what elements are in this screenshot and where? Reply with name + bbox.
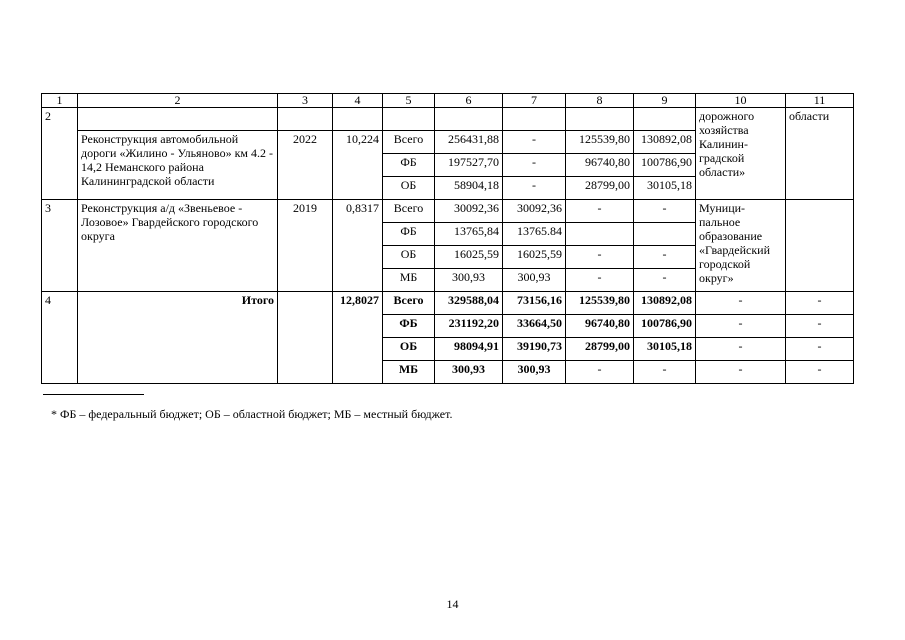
financing-table (41, 93, 854, 384)
value-cell: 197527,70 (435, 154, 503, 177)
value-cell: - (786, 361, 854, 384)
total-value: 300,93 (503, 361, 566, 384)
source-cell: ОБ (383, 177, 435, 200)
source-cell: Всего (383, 131, 435, 154)
total-value: 30105,18 (634, 338, 696, 361)
value-cell: - (566, 200, 634, 223)
total-label: Итого (78, 292, 278, 384)
total-value: 231192,20 (435, 315, 503, 338)
value-cell: 96740,80 (566, 154, 634, 177)
col-header: 7 (503, 94, 566, 108)
value-cell: 30092,36 (435, 200, 503, 223)
cell-empty (435, 108, 503, 131)
length-cell: 0,8317 (333, 200, 383, 292)
value-cell: - (566, 269, 634, 292)
source-cell: Всего (383, 292, 435, 315)
value-cell (634, 223, 696, 246)
value-cell: 300,93 (503, 269, 566, 292)
value-cell: - (696, 315, 786, 338)
value-cell: - (566, 246, 634, 269)
cell-empty (566, 108, 634, 131)
value-cell: - (634, 200, 696, 223)
value-cell: - (634, 246, 696, 269)
cell-empty (278, 292, 333, 384)
col-header: 2 (78, 94, 278, 108)
source-cell: ФБ (383, 223, 435, 246)
year-cell: 2019 (278, 200, 333, 292)
source-cell: ОБ (383, 246, 435, 269)
table-row (42, 108, 854, 131)
total-length: 12,8027 (333, 292, 383, 384)
value-cell: 130892,08 (634, 131, 696, 154)
footnote: * ФБ – федеральный бюджет; ОБ – областной бюджет; МБ – местный бюджет. (51, 407, 453, 421)
total-value: 98094,91 (435, 338, 503, 361)
region-cell: области (786, 108, 854, 200)
value-cell: 58904,18 (435, 177, 503, 200)
col-header: 3 (278, 94, 333, 108)
value-cell: - (503, 131, 566, 154)
value-cell: 16025,59 (503, 246, 566, 269)
column-number-row (42, 94, 854, 108)
total-value: 125539,80 (566, 292, 634, 315)
col-header: 10 (696, 94, 786, 108)
value-cell: - (503, 154, 566, 177)
value-cell: - (696, 338, 786, 361)
cell-empty (333, 108, 383, 131)
col-header: 5 (383, 94, 435, 108)
footnote-separator (43, 394, 144, 395)
source-cell: МБ (383, 269, 435, 292)
value-cell: 300,93 (435, 269, 503, 292)
row-number: 4 (42, 292, 78, 384)
total-value: 33664,50 (503, 315, 566, 338)
col-header: 11 (786, 94, 854, 108)
cell-empty (78, 108, 278, 131)
col-header: 4 (333, 94, 383, 108)
source-cell: Всего (383, 200, 435, 223)
col-header: 9 (634, 94, 696, 108)
total-value: 96740,80 (566, 315, 634, 338)
value-cell: - (696, 292, 786, 315)
row-number: 3 (42, 200, 78, 292)
value-cell: - (786, 315, 854, 338)
value-cell: 13765,84 (435, 223, 503, 246)
table-row (42, 292, 854, 315)
year-cell: 2022 (278, 131, 333, 200)
total-value: 100786,90 (634, 315, 696, 338)
value-cell (566, 223, 634, 246)
total-value: 300,93 (435, 361, 503, 384)
value-cell: 13765.84 (503, 223, 566, 246)
total-value: 28799,00 (566, 338, 634, 361)
value-cell: - (634, 361, 696, 384)
source-cell: ФБ (383, 315, 435, 338)
object-name: Реконструкция автомобильной дороги «Жилино - Ульяново» км 4.2 - 14,2 Неманского района Калининградской области (78, 131, 278, 200)
executor-cell: дорожного хозяйства Калинин-градской области» (696, 108, 786, 200)
cell-empty (503, 108, 566, 131)
value-cell: - (786, 338, 854, 361)
source-cell: ФБ (383, 154, 435, 177)
value-cell: 30092,36 (503, 200, 566, 223)
value-cell: 30105,18 (634, 177, 696, 200)
row-number: 2 (42, 108, 78, 200)
total-value: 39190,73 (503, 338, 566, 361)
total-value: 130892,08 (634, 292, 696, 315)
value-cell: - (566, 361, 634, 384)
source-cell: ОБ (383, 338, 435, 361)
value-cell: - (634, 269, 696, 292)
cell-empty (278, 108, 333, 131)
total-value: 329588,04 (435, 292, 503, 315)
value-cell: - (696, 361, 786, 384)
cell-empty (383, 108, 435, 131)
executor-cell: Муници-пальное образование «Гвардейский городской округ» (696, 200, 786, 292)
value-cell: 16025,59 (435, 246, 503, 269)
cell-empty (786, 200, 854, 292)
table-row (42, 200, 854, 223)
col-header: 6 (435, 94, 503, 108)
col-header: 1 (42, 94, 78, 108)
col-header: 8 (566, 94, 634, 108)
object-name: Реконструкция а/д «Звеньевое - Лозовое» Гвардейского городского округа (78, 200, 278, 292)
cell-empty (634, 108, 696, 131)
value-cell: 100786,90 (634, 154, 696, 177)
length-cell: 10,224 (333, 131, 383, 200)
value-cell: 256431,88 (435, 131, 503, 154)
value-cell: 125539,80 (566, 131, 634, 154)
value-cell: - (786, 292, 854, 315)
source-cell: МБ (383, 361, 435, 384)
value-cell: 28799,00 (566, 177, 634, 200)
total-value: 73156,16 (503, 292, 566, 315)
page-number: 14 (446, 597, 459, 611)
value-cell: - (503, 177, 566, 200)
